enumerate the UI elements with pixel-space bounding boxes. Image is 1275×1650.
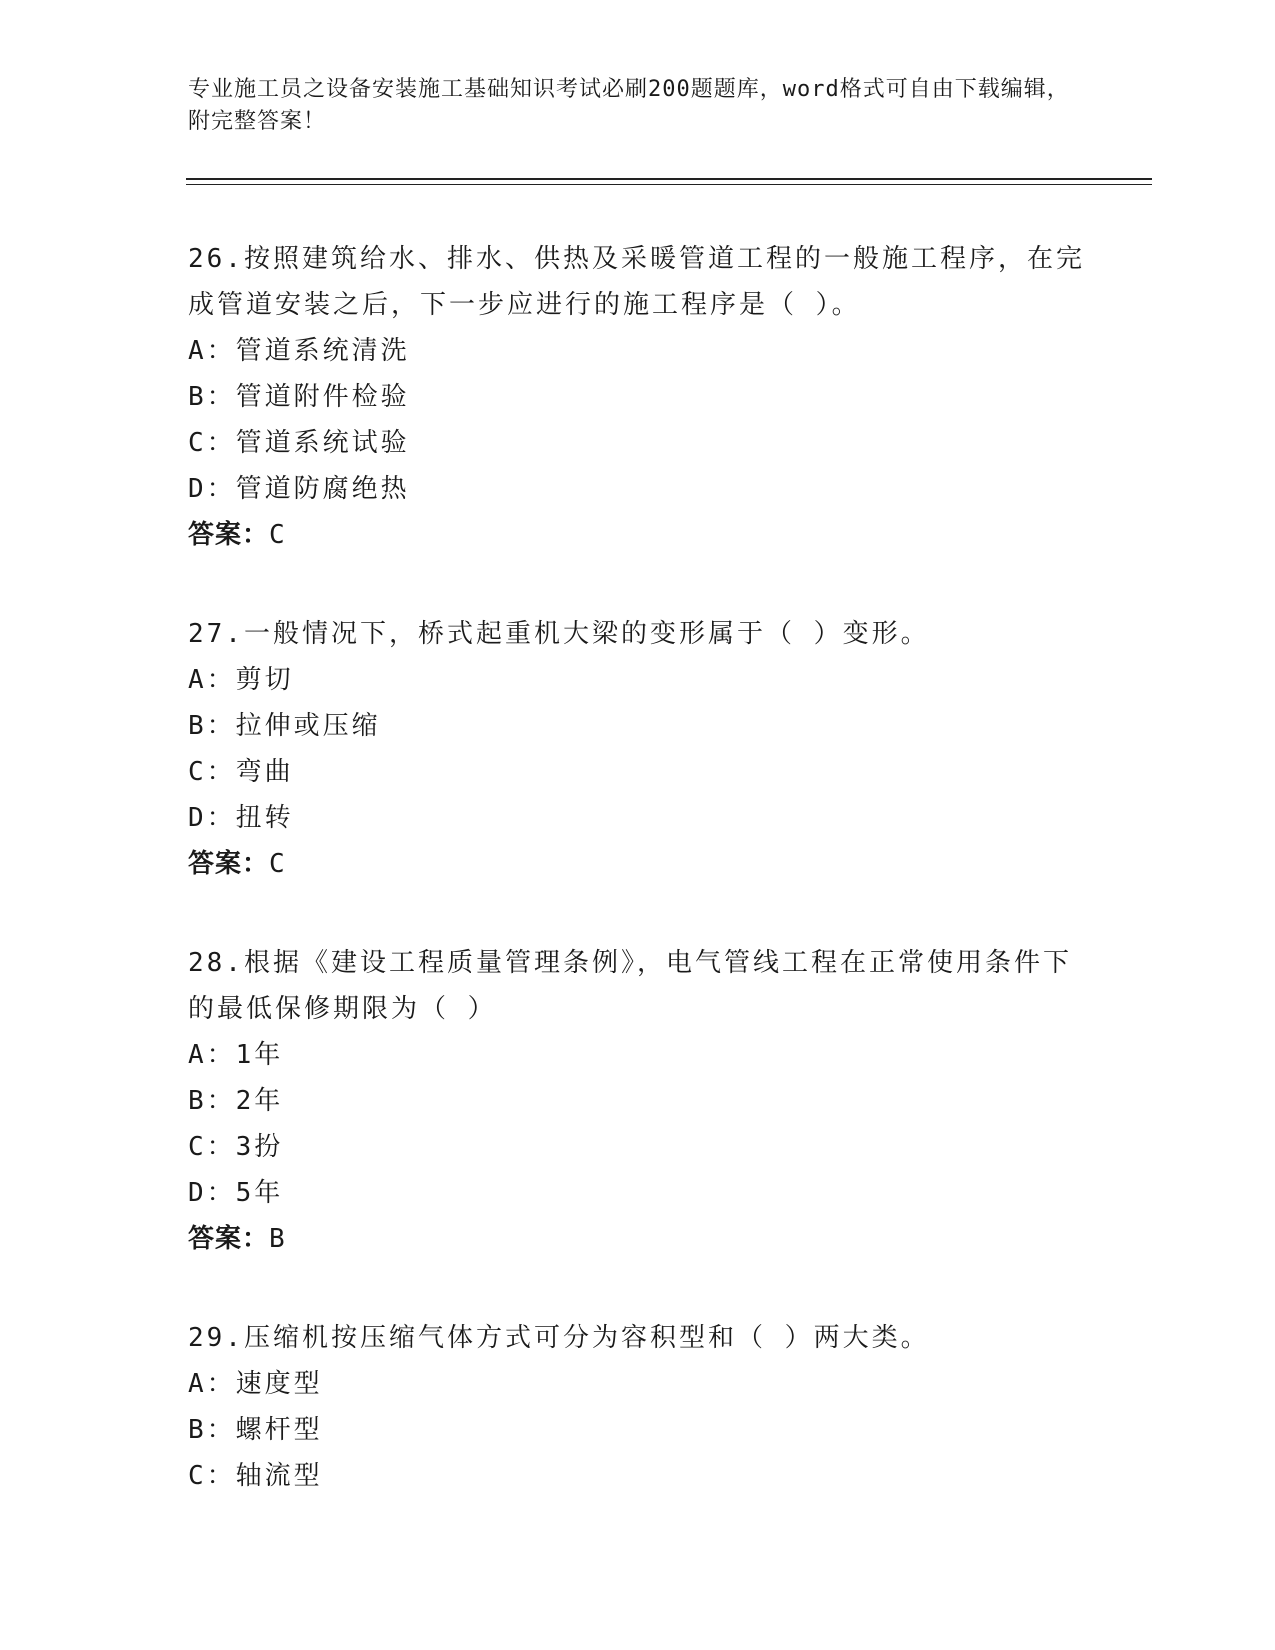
answer-label: 答案： <box>188 520 270 550</box>
answer-value: C <box>269 849 286 879</box>
answer-value: C <box>269 520 286 550</box>
answer-line <box>188 1216 1088 1262</box>
option-c: C：管道系统试验 <box>188 428 410 458</box>
answer-line <box>188 512 1088 558</box>
question-27 <box>188 611 1088 887</box>
option-d: D：管道防腐绝热 <box>188 474 410 504</box>
question-29 <box>188 1315 1088 1499</box>
option-b: B：管道附件检验 <box>188 382 410 412</box>
answer-label: 答案： <box>188 849 270 879</box>
answer-line <box>188 841 1088 887</box>
question-28 <box>188 940 1088 1262</box>
option-b: B：螺杆型 <box>188 1415 323 1445</box>
question-list <box>188 236 1088 1552</box>
question-26 <box>188 236 1088 558</box>
option-c: C：轴流型 <box>188 1461 323 1491</box>
option-b: B：拉伸或压缩 <box>188 711 381 741</box>
option-a: A：管道系统清洗 <box>188 336 410 366</box>
document-header: 专业施工员之设备安装施工基础知识考试必刷200题题库，word格式可自由下载编辑，附完整答案！ <box>188 77 1070 134</box>
option-a: A：剪切 <box>188 665 294 695</box>
answer-value: B <box>269 1224 286 1254</box>
header-divider-thick <box>186 178 1152 180</box>
question-stem: 27.一般情况下，桥式起重机大梁的变形属于（ ）变形。 <box>188 619 930 649</box>
option-d: D：扭转 <box>188 803 294 833</box>
answer-label: 答案： <box>188 1224 270 1254</box>
header-divider-thin <box>186 184 1152 185</box>
question-stem: 26.按照建筑给水、排水、供热及采暖管道工程的一般施工程序，在完成管道安装之后，下一步应进行的施工程序是（ ）。 <box>188 244 1085 320</box>
question-stem: 29.压缩机按压缩气体方式可分为容积型和（ ）两大类。 <box>188 1323 930 1353</box>
option-c: C：3扮 <box>188 1132 284 1162</box>
option-a: A：1年 <box>188 1040 284 1070</box>
option-d: D：5年 <box>188 1178 284 1208</box>
option-c: C：弯曲 <box>188 757 294 787</box>
question-stem: 28.根据《建设工程质量管理条例》，电气管线工程在正常使用条件下的最低保修期限为（ ） <box>188 948 1072 1024</box>
option-a: A：速度型 <box>188 1369 323 1399</box>
option-b: B：2年 <box>188 1086 284 1116</box>
